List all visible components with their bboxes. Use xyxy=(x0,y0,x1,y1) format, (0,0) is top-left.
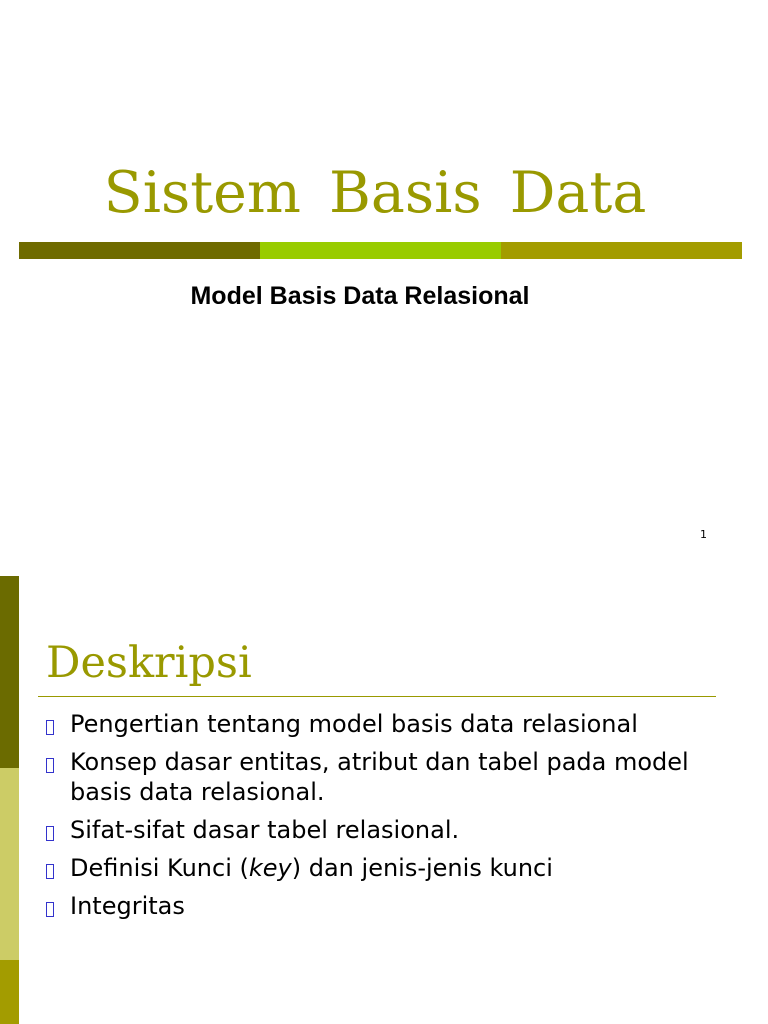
hollow-square-bullet-icon xyxy=(46,864,54,879)
slide-1-title: Sistem Basis Data xyxy=(103,160,647,226)
slide-2 xyxy=(0,576,768,1024)
hollow-square-bullet-icon xyxy=(46,826,54,841)
bullet-list xyxy=(46,709,746,929)
bullet-text: Pengertian tentang model basis data relasional xyxy=(70,710,638,738)
bullet-item xyxy=(46,891,746,921)
bullet-item xyxy=(46,815,746,845)
sidebar-stripe-top xyxy=(0,576,19,768)
sidebar-stripe-bottom xyxy=(0,960,19,1024)
hollow-square-bullet-icon xyxy=(46,720,54,735)
title-bar-middle xyxy=(260,242,501,259)
bullet-emphasis: key xyxy=(248,854,292,882)
title-underline xyxy=(38,696,716,697)
bullet-text: Integritas xyxy=(70,892,185,920)
bullet-text: Sifat-sifat dasar tabel relasional. xyxy=(70,816,460,844)
page-number: 1 xyxy=(700,528,707,541)
title-bar-right xyxy=(501,242,742,259)
bullet-text xyxy=(70,854,553,882)
hollow-square-bullet-icon xyxy=(46,902,54,917)
bullet-item xyxy=(46,747,746,807)
sidebar-stripe-middle xyxy=(0,768,19,960)
slide-1-subtitle: Model Basis Data Relasional xyxy=(190,282,530,310)
bullet-item xyxy=(46,709,746,739)
slide-2-title: Deskripsi xyxy=(46,638,252,688)
bullet-text-part: Definisi Kunci ( xyxy=(70,854,249,882)
bullet-item xyxy=(46,853,746,883)
hollow-square-bullet-icon xyxy=(46,758,54,773)
bullet-text-part: ) dan jenis-jenis kunci xyxy=(291,854,553,882)
title-bar-left xyxy=(19,242,260,259)
bullet-text: Konsep dasar entitas, atribut dan tabel pada model basis data relasional. xyxy=(70,748,689,806)
